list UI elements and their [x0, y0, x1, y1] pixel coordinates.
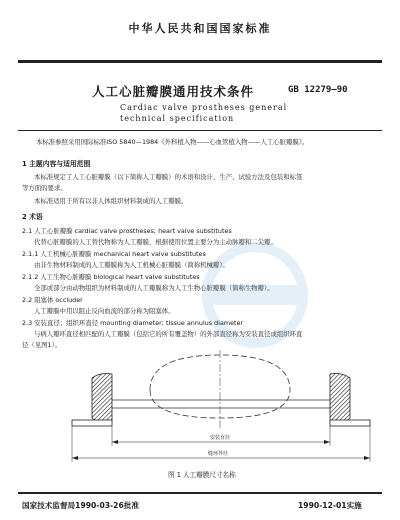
- implementation-date: 1990-12-01实施: [298, 501, 362, 510]
- english-title-line-1: Cardiac valve prostheses general: [120, 103, 288, 112]
- section-1-paragraph-line-1: 本标准规定了人工心脏瓣膜（以下简称人工瓣膜）的术语和设计、生产、试验方法及包装和标签: [34, 173, 303, 181]
- intro-paragraph: 本标准参照采用国际标准ISO 5840—1984《外科植入物——心血管植入物——人工心脏瓣膜》。: [36, 138, 309, 146]
- approval-line: 国家技术监督局1990-03-26批准: [22, 501, 139, 510]
- left-sewing-ring: [92, 374, 112, 424]
- section-1-heading: 1 主题内容与适用范围: [22, 160, 91, 168]
- section-1-scope-paragraph: 本标准适用于所有以非人体组织材料制成的人工瓣膜。: [34, 197, 188, 205]
- term-2-3-definition-line-1: 与病人瓣环直径相匹配的人工瓣膜（包括它的所有覆盖物）的外部直径称为安装直径或组织环直: [34, 330, 303, 338]
- term-2-3-definition-line-2: 径（见图1）。: [22, 341, 62, 349]
- footer-rule: [18, 492, 382, 494]
- term-2-1-2: 2.1.2 人工生物心脏瓣膜 biological heart valve substitutes: [22, 273, 200, 281]
- country-standard-header: 中华人民共和国国家标准: [128, 22, 272, 35]
- section-1-paragraph-line-2: 等方面的要求。: [22, 184, 67, 192]
- term-2-2: 2.2 阻塞体 occluder: [22, 296, 83, 304]
- standard-number: GB 12279—90: [288, 85, 348, 95]
- left-base: [72, 420, 112, 426]
- mounting-diameter-label: 安装直径: [210, 435, 231, 441]
- term-2-3: 2.3 安装直径；组织环直径 mounting diameter; tissue annulus diameter: [22, 319, 244, 327]
- figure-1-caption: 图 1 人工瓣膜尺寸名称: [168, 471, 236, 479]
- term-2-1-1-definition: 由非生物材料制成的人工瓣膜称为人工机械心脏瓣膜（简称机械瓣）。: [34, 261, 229, 269]
- term-2-1-2-definition: 全部或部分由动物组织为材料制成的人工瓣膜称为人工生物心脏瓣膜（简称生物瓣）。: [34, 284, 274, 292]
- english-title-line-2: technical specification: [120, 114, 235, 123]
- outer-diameter-label: 缝环外径: [208, 451, 229, 457]
- term-2-1-1: 2.1.1 人工机械心脏瓣膜 mechanical heart valve substitutes: [22, 250, 206, 258]
- section-2-heading: 2 术语: [22, 213, 43, 221]
- term-2-1: 2.1 人工心脏瓣膜 cardiac valve prostheses; heart valve substitutes: [22, 227, 232, 235]
- right-sewing-ring: [330, 374, 350, 424]
- right-base: [330, 420, 370, 426]
- standard-title: 人工心脏瓣膜通用技术条件: [92, 84, 255, 99]
- term-2-2-definition: 人工瓣膜中用以阻止反向血流的部分称为阻塞体。: [34, 307, 175, 315]
- term-2-1-definition: 代替心脏瓣膜的人工替代物称为人工瓣膜，根据使用位置主要分为主动脉瓣和二尖瓣。: [34, 238, 277, 246]
